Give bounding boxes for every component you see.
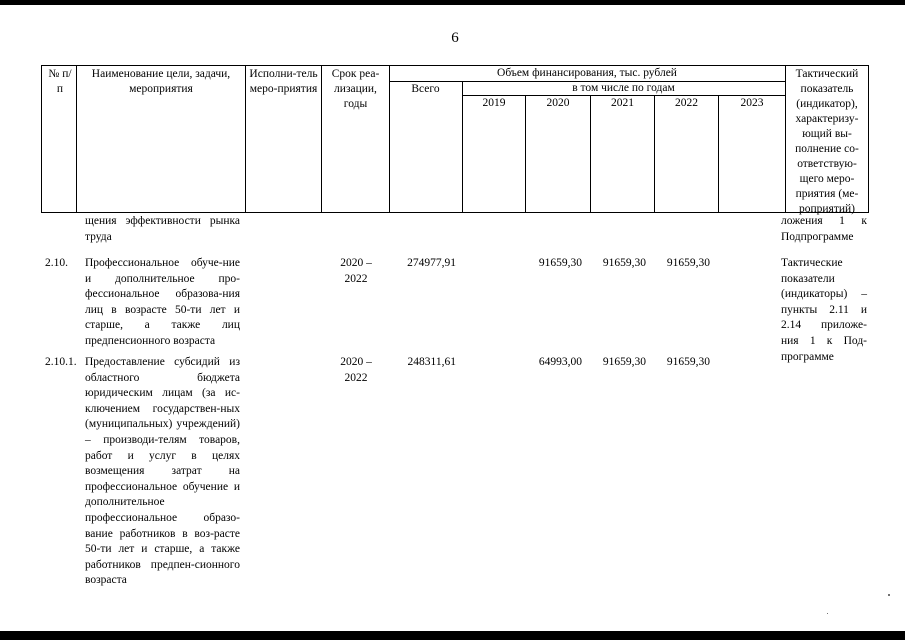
scan-speck	[827, 613, 828, 614]
row-2-10-y2022: 91659,30	[666, 257, 710, 269]
row-2-10-total: 274977,91	[407, 257, 456, 269]
header-year-2019: 2019	[482, 97, 506, 109]
col-separator	[590, 95, 591, 213]
col-separator	[321, 65, 322, 213]
header-financing: Объем финансирования, тыс. рублей	[497, 67, 677, 79]
col-separator	[389, 65, 390, 213]
row-2-10-1-y2021: 91659,30	[602, 356, 646, 368]
row-2-10-num: 2.10.	[45, 257, 68, 269]
table-header	[41, 65, 869, 213]
col-separator	[76, 65, 77, 213]
header-total: Всего	[411, 83, 440, 95]
header-border-left	[41, 65, 42, 213]
header-term: Срок реа-лизации, годы	[331, 68, 380, 110]
header-indicator: Тактический показатель (индикатор), характеризу-ющий вы-полнение со-ответствую-щего меро-приятия (ме-роприятий)	[795, 68, 859, 215]
row-2-10-y2020: 91659,30	[538, 257, 582, 269]
row-2-10-1-y2022: 91659,30	[666, 356, 710, 368]
header-year-2022: 2022	[675, 97, 698, 109]
col-separator	[718, 95, 719, 213]
row-2-10-1-term: 2020 – 2022	[340, 356, 372, 384]
scan-speck	[888, 594, 890, 596]
col-separator	[525, 95, 526, 213]
page-number: 6	[451, 30, 459, 46]
scan-border-bottom	[0, 631, 905, 640]
col-separator	[654, 95, 655, 213]
row-2-10-term: 2020 – 2022	[340, 257, 372, 285]
header-by-years: в том числе по годам	[572, 82, 675, 94]
header-executor: Исполни-тель меро-приятия	[249, 68, 318, 95]
header-year-2020: 2020	[546, 97, 570, 109]
row-2-10-indicator: Тактические показатели (индикаторы) – пункты 2.11 и 2.14 приложе-ния 1 к Под-программе	[781, 257, 867, 363]
header-border-bottom	[41, 212, 869, 213]
header-year-2021: 2021	[611, 97, 634, 109]
col-separator	[785, 65, 786, 213]
row-2-10-y2021: 91659,30	[602, 257, 646, 269]
col-separator	[245, 65, 246, 213]
row-2-10-1-name: Предоставление субсидий из областного бюджета юридическим лицам (за ис-ключением государствен-ных (муниципальных) учреждений) – производи-телям товаров, работ и услуг в целях возмещения затрат на профессиональное обучение и дополнительное профессиональное образо-вание работников в воз-расте 50-ти лет и старше, а также работников предпен-сионного возраста	[85, 356, 240, 587]
header-year-2023: 2023	[740, 97, 764, 109]
header-border-right	[868, 65, 869, 213]
header-num: № п/п	[48, 68, 72, 95]
continuation-name-tail: щения эффективности рынка труда	[85, 215, 240, 243]
header-name: Наименование цели, задачи, мероприятия	[91, 68, 231, 95]
continuation-indicator-tail: ложения 1 к Подпрограмме	[781, 215, 867, 243]
scan-border-top	[0, 0, 905, 5]
col-separator	[462, 81, 463, 213]
row-2-10-1-y2020: 64993,00	[538, 356, 582, 368]
row-2-10-name: Профессиональное обуче-ние и дополнительное про-фессиональное образова-ния лиц в возрасте 50-ти лет и старше, а также лиц предпенсионного возраста	[85, 257, 240, 347]
row-2-10-1-total: 248311,61	[407, 356, 456, 368]
row-2-10-1-num: 2.10.1.	[45, 356, 77, 368]
